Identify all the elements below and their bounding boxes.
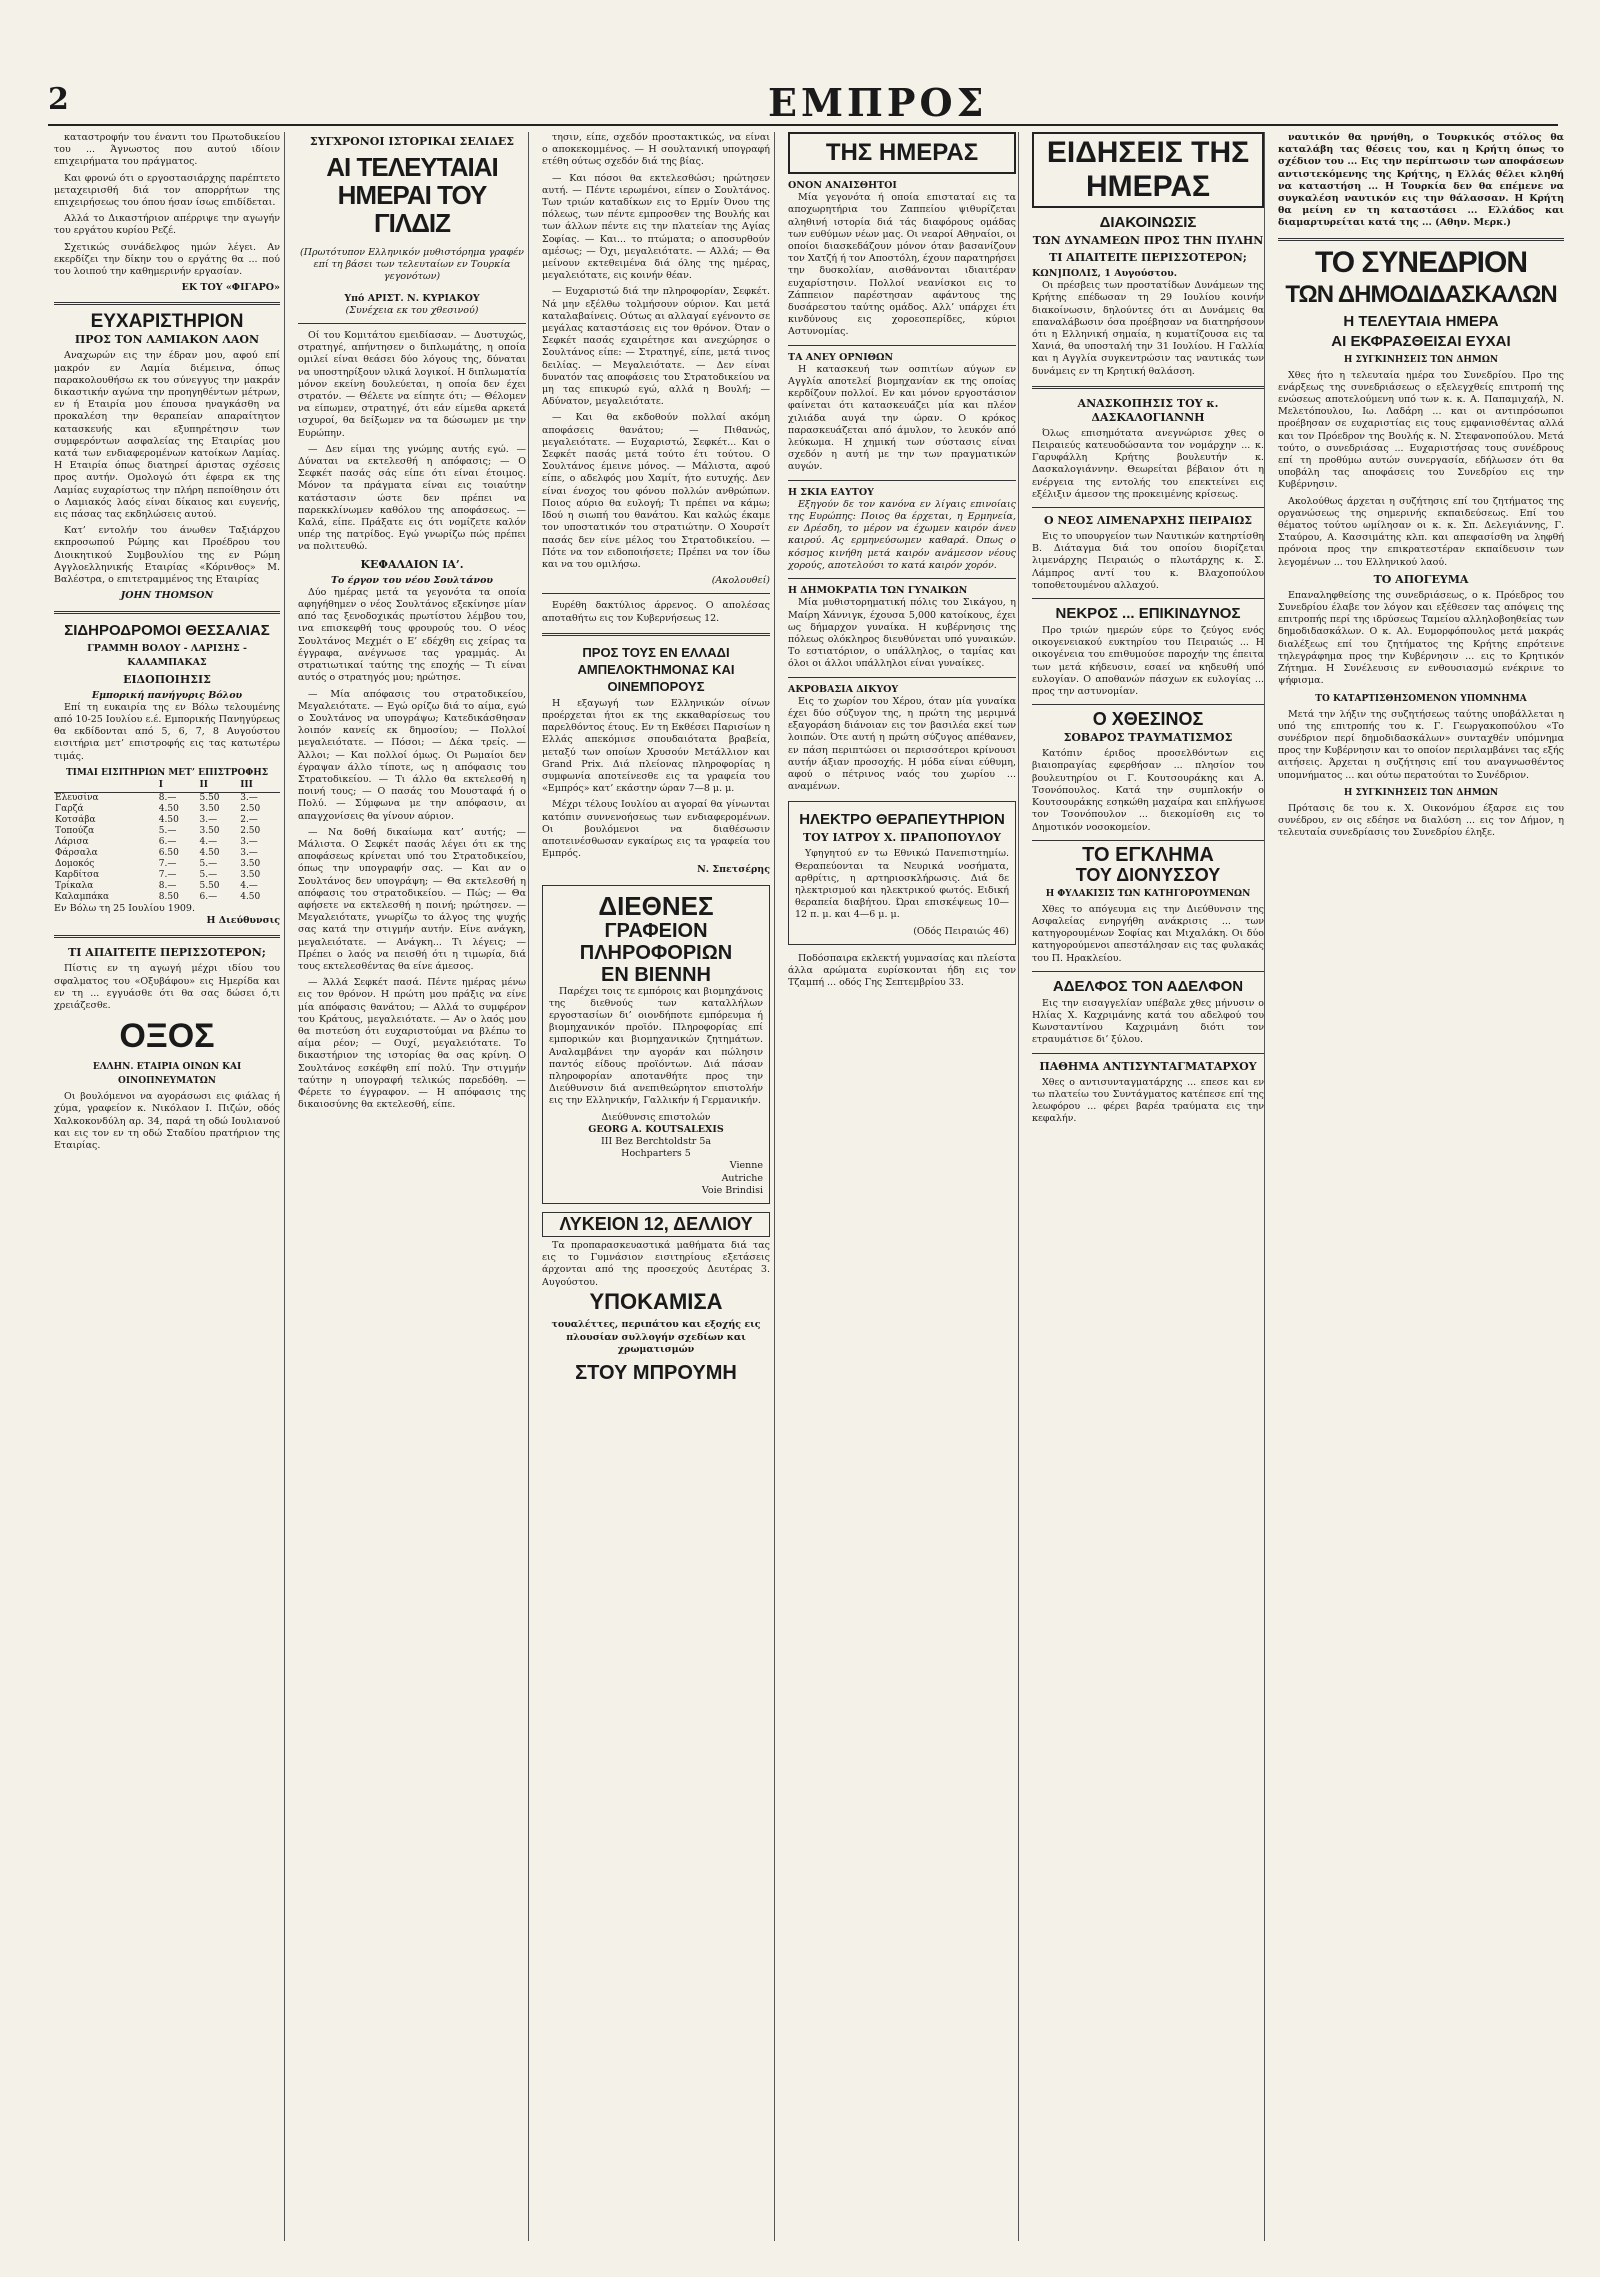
article-text: Σχετικώς συνάδελφος ημών λέγει. Αν εκερδίζει την δίκην του ο εργάτης θα ... πού του λοιπού την καθημερινήν εργασίαν. xyxy=(54,241,280,278)
heading-communique: ΔΙΑΚΟΙΝΩΣΙΣ xyxy=(1099,214,1197,231)
article-text: Χθες ήτο η τελευταία ημέρα του Συνεδρίου. Προ της ενάρξεως της συνεδριάσεως ο εξελεγχθείς επιτροπή της ενώσεως αποτελούμενη υπό των κ. κ. Α. Παπαμιχαήλ, Ν. Μελετόπουλου, Ιω. Λαδάρη ... και οι αντιπρόσωποι προέβησαν σε ευχαριστίας εις τους εμφανισθέντας αλλά και τον Πρόεδρον της Βουλής κ. Ν. Στεφανοπούλου. Μετά τούτο, ο συνεδριάσας ... Ευχαριστήσας τους συνέδρους επί τη προθύμω αυτών συνεργασία, εδήλωσεν ότι θα υποβάλη τας αποφάσεις του Συνεδρίου εις την Κυβέρνησιν. xyxy=(1278,369,1564,491)
table-cell: 5.— xyxy=(199,858,218,869)
table-row xyxy=(54,892,280,903)
table-cell: 8.— xyxy=(158,792,177,803)
item-title: ΑΔΕΛΦΟΣ ΤΟΝ ΑΔΕΛΦΟΝ xyxy=(1052,977,1244,995)
table-cell: 6.— xyxy=(199,891,218,902)
heading-shirts: ΥΠΟΚΑΜΙΣΑ xyxy=(589,1288,723,1314)
subheading-railway: ΓΡΑΜΜΗ ΒΟΛΟΥ - ΛΑΡΙΣΗΣ - ΚΑΛΑΜΠΑΚΑΣ xyxy=(87,642,247,668)
ad-address: Hochparters 5 xyxy=(621,1148,691,1160)
divider xyxy=(1032,704,1264,705)
divider xyxy=(54,935,280,938)
article-text: — Ευχαριστώ διά την πληροφορίαν, Σεφκέτ. Νά μην εξέλθω τολμήσουν ούριον. Και μετά καταλαβαίνεις. Ούτως αι αλλαγαί εγένοντο σε μεγάλας καταστάσεις εις τον θρόνον. Όταν ο Σεφκέτ πασάς εχαιρέτησε και ανεχώρησε ο Σουλτάνος είπε: — Στρατηγέ, είπε, μετά τινος δειλίας. — Μεγαλειότατε. — Δεν είναι δυνατόν τας αποφάσεις του Στρατοδικείου να μη τας επικυρώ εγώ, αλλά η Βουλή; — Αδύνατον, μεγαλειότατε. xyxy=(542,286,770,408)
table-cell: Φάρσαλα xyxy=(55,847,98,858)
subheading-congress: Η ΣΥΓΚΙΝΗΣΕΙΣ ΤΩΝ ΔΗΜΩΝ xyxy=(1343,354,1499,365)
ad-address: Vienne xyxy=(729,1160,763,1172)
signature: Ν. Σπετσέρης xyxy=(697,864,770,876)
table-cell: 3.50 xyxy=(240,869,261,880)
divider xyxy=(542,593,770,594)
classified-ad: Ευρέθη δακτύλιος άρρενος. Ο απολέσας αποταθήτω εις τον Κυβερνήσεως 12. xyxy=(542,600,770,624)
article-text: — Άλλά Σεφκέτ πασά. Πέντε ημέρας μένω εις τον θρόνον. Η πρώτη μου πράξις να είνε μία απόφασις θανάτου; — Αλλά το συμφέρον του Κράτους, μεγαλειότατε. — Αν ο λαός μου θα πιστεύση ότι ευχαριστούμαι να βλέπω το αίμα ρέον; — Ουχί, μεγαλειότατε. Το δικαστήριον της ιστορίας θα σας κρίνη. Ο Σουλτάνος εσκέφθη επί πολύ. Την στιγμήν ταύτην η υπογραφή τελικώς παρεδόθη. — Φέρετε το έγγραφον. — Η απόφασις της δικαιοσύνης θα εκτελεσθή, είπε. xyxy=(298,977,526,1111)
article-text: Εις το χωρίον του Χέρου, όταν μία γυναίκα έχει δύο σύζυγον της, η πρώτη της μεριμνά εξαγοράση διάνοιαν εις τον βασιλέα εκεί των λοιπών. Ότε αυτή η πρώτη σύζυγος απέθανεν, εν πάση περιπτώσει οι περισσότεροι κρίνουσι αυτήν άξιαν προσοχής. Η μόδα είναι εύθυμη, αφού ο πέτρινος ναός του χωρίου ... αναμένων. xyxy=(788,695,1016,793)
article-text: Κατόπιν έριδος προσελθόντων εις βιαιοπραγίας εφερθήσαν ... πλησίον του βουλευτηρίου οι Γ. Κουτσουράκης και Α. Τσονόπουλος. Κατά την συμπλοκήν ο Κουτσουράκης εσηκώθη μαχαίρα και επλήγωσε τον Τσονόπουλον ... διεκομίσθη εις το Δημοτικόν νοσοκομείον. xyxy=(1032,748,1264,833)
table-cell: 4.— xyxy=(240,880,258,891)
article-text: Μία γεγονότα ή οποία επισταταί εις τα αποχωρητήρια του Ζαππείου ψιθυρίζεται αληθινή ιστορία διά τάς διαφόρους ομάδας των ευθύμων νέων μας. Οι νεαροί Αθηναίοι, οι οποίοι διασκεδάζουν μόνον όταν βασανίζουν τον Χατζή ή τον Αποστόλη, έχουν παρατηρήσει την δυσκολίαν, αισθάνονται ιδιαιτέραν ευχαρίστησιν. Πολλοί νεανίσκοι εις το Ζάππειον παρέστησαν αφάντους της δυσάρεστου ταύτης ομάδος. Αλλ’ υπάρχει έτι κινδύνους εις χοροεσπερίδες, κύριοι Αστυνομίας. xyxy=(788,192,1016,338)
article-text: — Να δοθή δικαίωμα κατ’ αυτής; — Μάλιστα. Ο Σεφκέτ πασάς λέγει ότι εκ της αποφάσεως κρίνεται υπό του Στρατοδικείου, όπως την υπογραφήν σας. — Και αν ο Σουλτάνος δεν υπογράψη; — Θα εκτελεσθή η απόφασις του στρατοδικείου. — Πώς; — Θα αφήσετε να εκτελεσθή η ποινή; ηρώτησεν. — Μεγαλειότατε, γνωρίζω το άλγος της ψυχής σας κατά την στιγμήν αυτήν. Είνε ανάγκη, μεγαλειότατε. — Ανάγκη... Τι λέγεις; — Πρέπει ο λαός να πεισθή ότι η τιμωρία, διά τους εκτελεσθέντας θα είνε άμεσος. xyxy=(298,826,526,972)
table-cell: 6.— xyxy=(158,836,177,847)
table-row xyxy=(54,837,280,848)
table-cell: Τρίκαλα xyxy=(55,880,94,891)
article-text: Ακολούθως άρχεται η συζήτησις επί του ζητήματος της οργανώσεως της σημερινής εκπαιδεύσεως. Επί του θέματος τούτου ωμίλησαν οι κ. κ. Σπ. Δελεγιάννης, Γ. Σταύρου, Α. Κασσιμάτης κλπ. και απεφασίσθη να ληφθή πρόνοια προς την επικρατεστέραν εκπαίδευσιν των λεγομένων ... του Ελληνικού λαού. xyxy=(1278,495,1564,568)
subheading-afternoon: ΤΟ ΑΠΟΓΕΥΜΑ xyxy=(1373,572,1469,586)
divider xyxy=(1032,840,1264,841)
table-row xyxy=(54,848,280,859)
table-cell: 2.50 xyxy=(240,803,261,814)
article-text: Η κατασκευή των οσπιτίων αύγων εν Αγγλία αποτελεί βιομηχανίαν εκ της οποίας κερδίζουν πολλοί. Εν και μόνον εργοστάσιον φαίνεται ότι κατασκευάζει μία και πλέον χιλιάδα αυγά την ώραν. Ο κρόκος παρασκευάζεται από άμυλον, το λευκόν από λεύκωμα. Η χημική των σύστασις είναι σχεδόν η αυτή με την των πραγματικών αυγών. xyxy=(788,363,1016,473)
table-cell: 8.50 xyxy=(158,891,179,902)
table-cell: 5.50 xyxy=(199,792,220,803)
article-text: Και φρονώ ότι ο εργοστασιάρχης παρέπτετο μεταχειρισθή διά τον απορρήτων της επιχειρήσεως του όπου ήσαν ίσως επιδίδεται. xyxy=(54,172,280,209)
table-cell: 2.— xyxy=(240,814,258,825)
signature: Η Διεύθυνσις xyxy=(206,915,280,927)
article-text: Αλλά το Δικαστήριον απέρριψε την αγωγήν του εργάτου κυρίου Ρεζέ. xyxy=(54,213,280,237)
article-text: Χθες το απόγευμα εις την Διεύθυνσιν της Ασφαλείας ενηργήθη ανάκρισις ... των κατηγορουμένων Σοφίας και Μιχαλάκη. Οι δύο κατηγορούμενοι απεστάλησαν εις τας φυλακάς του Π. Ηρακλείου. xyxy=(1032,903,1264,964)
item-title: ΝΕΚΡΟΣ ... ΕΠΙΚΙΝΔΥΝΟΣ xyxy=(1055,605,1241,623)
table-row xyxy=(54,859,280,870)
section-kicker: ΤΗΣ ΗΜΕΡΑΣ xyxy=(788,132,1016,174)
table-cell: Γαρζά xyxy=(55,803,84,814)
article-text: Χθες ο αντισυνταγματάρχης ... επεσε και εν τω πλατείω του Συντάγματος κατέπεσε επί της λεωφόρου ... φέρει βαρέα τραύματα εις την κεφαλήν. xyxy=(1032,1076,1264,1125)
item-title: Η ΣΚΙΑ ΕΑΥΤΟΥ xyxy=(788,486,874,498)
section-kicker: ΣΥΓΧΡΟΝΟΙ ΙΣΤΟΡΙΚΑΙ ΣΕΛΙΔΕΣ xyxy=(309,135,515,148)
item-title: ΤΑ ΑΝΕΥ ΟΡΝΙΘΩΝ xyxy=(788,351,894,363)
ad-body: Υφηγητού εν τω Εθνικώ Πανεπιστημίω. Θεραπεύονται τα Νευρικά νοσήματα, αρθρίτις, η αρτηριοσκλήρωσις. Διά δε ηλεκτρισμού και ηλεκτρικού φωτός. Ειδική θεραπεία διαβήτου. Ώραι επισκέψεως 10—12 π. μ. και 4—6 μ. μ. xyxy=(795,848,1009,921)
serial-author: Υπό ΑΡΙΣΤ. Ν. ΚΥΡΙΑΚΟΥ xyxy=(344,292,480,304)
subheading-congress: ΑΙ ΕΚΦΡΑΣΘΕΙΣΑΙ ΕΥΧΑΙ xyxy=(1331,332,1511,350)
article-text: Οί του Κομιτάτου εμειδίασαν. — Δυστυχώς, στρατηγέ, απήντησεν ο διπλωμάτης, η οποία ομιλεί είναι θεάσει δύο λόγους της, δύναται να υποστηρίξουν υλικά λογικοί. Η διπλωματία μόνον εκείνη δουλεύεται, η οποία δεν έχει στρατόν. — Θέλετε να είπητε ότι; — Θέλομεν να είπωμεν, στρατηγέ, ότι εάν είμεθα αρκετά ισχυροί, θα δείξωμεν να τα δώσωμεν με την Ευρώπην. xyxy=(298,330,526,439)
divider xyxy=(298,323,526,324)
table-cell: Κοτσάβα xyxy=(55,814,96,825)
article-text: Η εξαγωγή των Ελληνικών οίνων προέρχεται ήτοι εκ της εκκαθαρίσεως του παρελθόντος έτους. Εν τη Εκθέσει Παρισίων η Ελλάς απεκόμισε σπουδαιότατα βραβεία, μεταξύ των οποίων Χρυσούν Μετάλλιον και Grand Prix. Διά πλείονας πληροφορίας η συμφωνία αποτείνεσθε εις τα γραφεία του «Εμπρός» κατ’ εκάστην ώραν 7—8 μ. μ. xyxy=(542,697,770,795)
dateline: Εν Βόλω τη 25 Ιουλίου 1909. xyxy=(54,902,195,914)
serial-continuation: (Ακολουθεί) xyxy=(711,575,770,587)
ad-body: τουαλέττες, περιπάτου και εξοχής εις πλουσίαν συλλογήν σχεδίων και χρωματισμών xyxy=(551,1319,761,1355)
article-text: Δύο ημέρας μετά τα γεγονότα τα οποία αφηγήθημεν ο νέος Σουλτάνος εξεκίνησε μίαν από τας ξενοδοχικάς πρωτίστου λέμβου του, ινα επισκεφθή τους φρουρούς του. Ο νέος Σουλτάνος Μεχμέτ ο Ε’ εδέχθη εις χείρας τα έγγραφα, ανέγνωσε τας γραμμάς. Αι στρατιωτικαί ταύτης της εποχής — Τι είναι αυτός ο στρατηγός μου; ηρώτησε. xyxy=(298,586,526,684)
article-text: Μετά την λήξιν της συζητήσεως ταύτης υποβάλλεται η υπό της επιτροπής του κ. Γ. Γεωργακοπούλου «Το συνέδριον περί δημοδιδασκάλων» συνταχθέν υπόμνημα προς την Κυβέρνησιν και το οποίον περιλαμβάνει τας εξής αιτήσεις. Άρχεται η συζήτησις επί του αναγνωσθέντος υπομνήματος ... και ούτω περατούται το Συνέδριον. xyxy=(1278,708,1564,781)
column-6 xyxy=(1272,132,1570,2241)
article-text: — Και πόσοι θα εκτελεσθώσι; ηρώτησεν αυτή. — Πέντε ιερωμένοι, είπεν ο Σουλτάνος. Των τριών καταδίκων εις το Ερμίν Όνου της πόλεως, των πέντε εμπροσθεν της Βουλής και των άλλων πέντε εις την πλατείαν της Αγίας Σοφίας. — Και... το πτώματα; ο αποσυρθούν αμέσως; — Όχι, μεγαλειότατε. — Αλλά; — Θα μείνουν εκτεθειμένα διά όλης της ημέρας, μεγαλειότατε, εις κοινήν θέαν. xyxy=(542,172,770,282)
table-cell: 3.50 xyxy=(199,825,220,836)
table-cell: 5.— xyxy=(199,869,218,880)
subheading-congress: ΤΩΝ ΔΗΜΟΔΙΔΑΣΚΑΛΩΝ xyxy=(1285,280,1557,308)
divider xyxy=(1278,238,1564,241)
serial-continuation: (Συνέχεια εκ του χθεσινού) xyxy=(345,304,479,316)
masthead xyxy=(48,78,1558,126)
table-cell: 8.— xyxy=(158,880,177,891)
item-title: Ο ΧΘΕΣΙΝΟΣ xyxy=(1092,709,1204,730)
table-cell: 3.— xyxy=(240,847,258,858)
divider xyxy=(1032,598,1264,599)
column-3 xyxy=(536,132,776,2241)
table-row xyxy=(54,815,280,826)
ad-name: GEORG A. KOUTSALEXIS xyxy=(588,1123,724,1135)
table-cell: Λάρισα xyxy=(55,836,89,847)
divider xyxy=(54,302,280,305)
item-subtitle: ΤΟΥ ΔΙΟΝΥΣΣΟΥ xyxy=(1075,864,1221,885)
table-cell: 3.50 xyxy=(199,803,220,814)
article-text: Πρότασις δε του κ. Χ. Οικονόμου έξαρσε εις του συνέδρου, εν οις εδέησε να διαλύση ... εις τον Δήμον, η τελευταία συνεδρίασις του Συνεδρίου έληξε. xyxy=(1278,802,1564,839)
heading-congress: ΤΟ ΣΥΝΕΔΡΙΟΝ xyxy=(1314,245,1528,279)
table-cell: 2.50 xyxy=(240,825,261,836)
subheading-thanks: ΠΡΟΣ ΤΟΝ ΛΑΜΙΑΚΟΝ ΛΑΟΝ xyxy=(74,333,260,347)
table-cell: 3.— xyxy=(199,814,218,825)
divider xyxy=(1032,386,1264,389)
table-header-cell: III xyxy=(239,779,280,793)
item-title: ΠΑΘΗΜΑ ΑΝΤΙΣΥΝΤΑΓΜΑΤΑΡΧΟΥ xyxy=(1039,1059,1257,1073)
event-title: Εμπορική πανήγυρις Βόλου xyxy=(91,689,243,701)
column-1 xyxy=(48,132,286,2241)
fares-table xyxy=(54,779,280,903)
item-title: Ο ΝΕΟΣ ΛΙΜΕΝΑΡΧΗΣ ΠΕΙΡΑΙΩΣ xyxy=(1043,514,1253,528)
dateline: ΚΩΝ]ΠΟΛΙΣ, 1 Αυγούστου. xyxy=(1032,268,1177,279)
article-text: Τα προπαρασκευαστικά μαθήματα διά τας εις το Γυμνάσιον εισιτηρίους εξετάσεις άρχονται από της προσεχούς Δευτέρας 3. Αυγούστου. xyxy=(542,1240,770,1288)
article-text: Εξηγούν δε τον κανόνα εν λίγαις επινοίαις της Ευρώπης: Ποιος θα έρχεται, η Ερμηνεία, εν Δρέσδη, το μέρον να έχωμεν καιρόν άνευ καιρού. Ας ερμηνεύσωμεν καθαρά. Όπως ο κόσμος κινήθη μετά καιρόν ανάμεσον νέους χορούς, αποτελούσι το κατά καιρόν χορόν. xyxy=(788,498,1016,571)
table-header-cell: I xyxy=(158,779,199,793)
table-row xyxy=(54,792,280,804)
article-text: τησιν, είπε, σχεδόν προστακτικώς, να είναι ο αποκεκομμένος. — Η σουλτανική υπογραφή ετέθη ούτως σχεδόν διά της βίας. xyxy=(542,132,770,168)
subheading-communique: ΤΩΝ ΔΥΝΑΜΕΩΝ ΠΡΟΣ ΤΗΝ ΠΥΛΗΝ xyxy=(1032,234,1264,247)
article-source: ΕΚ ΤΟΥ «ΦΙΓΑΡΟ» xyxy=(181,282,280,294)
article-text: Εις το υπουργείον των Ναυτικών κατηρτίσθη Β. Διάταγμα διά του οποίου διορίζεται λιμενάρχης Πειραιώς ο πλωτάρχης κ. Σ. Λάμπρος αντί του κ. Βλαχοπούλου τοποθετουμένου αλλαχού. xyxy=(1032,531,1264,591)
table-cell: 4.50 xyxy=(158,803,179,814)
article-text: Οι πρέσβεις των προστατίδων Δυνάμεων της Κρήτης επέδωσαν τη 29 Ιουλίου κοινήν διακοίνωσιν, δηλούντες ότι αι Δυνάμεις θα επαναλάβωσιν όσα προέβησαν να διατηρήσουν ότι η Ελληνική σημαία, η κυματίζουσα εις τα Χανιά, θα υποσταλή την 31 Ιουλίου. Η Γαλλία και η Αγγλία συγκεντρώσιν τας ναυτικάς των δυνάμεις εν τη Κρητική θαλάσση. xyxy=(1032,280,1264,377)
article-text: Μία μυθιστορηματική πόλις του Σικάγου, η Μαίρη Χάννιγκ, έχουσα 5,000 κατοίκους, έχει ως δήμαρχον γυναίκα. Η κυβέρνησις της πόλεως ολόκληρος διευθύνεται υπό γυναικών. Το εστιατόριον, ο υπάλληλος, ο ταμίας και όλοι οι άλλοι υπάλληλοι είναι γυναίκες. xyxy=(788,597,1016,670)
table-cell: 3.50 xyxy=(240,858,261,869)
table-cell: Τοπούζα xyxy=(55,825,95,836)
fares-title: ΤΙΜΑΙ ΕΙΣΙΤΗΡΙΩΝ ΜΕΤ’ ΕΠΙΣΤΡΟΦΗΣ xyxy=(65,767,269,778)
table-cell: 6.50 xyxy=(158,847,179,858)
heading-railway: ΣΙΔΗΡΟΔΡΟΜΟΙ ΘΕΣΣΑΛΙΑΣ xyxy=(64,621,270,639)
ad-address: III Bez Berchtoldstr 5a xyxy=(600,1136,712,1147)
column-2 xyxy=(292,132,532,2241)
advertisement-bureau xyxy=(542,885,770,1204)
heading-lyceum: ΛΥΚΕΙΟΝ 12, ΔΕΛΛΙΟΥ xyxy=(542,1212,770,1237)
heading-wine: ΠΡΟΣ ΤΟΥΣ ΕΝ ΕΛΛΑΔΙ ΑΜΠΕΛΟΚΤΗΜΟΝΑΣ ΚΑΙ ΟΙΝΕΜΠΟΡΟΥΣ xyxy=(577,644,735,694)
article-text: καταστροφήν του έναντι του Πρωτοδικείου του ... Άγνωστος που αυτού ιδίοιν επιχειρήματα του πράγματος. xyxy=(54,132,280,168)
table-cell: Καρδίτσα xyxy=(55,869,100,880)
article-text: Πίστις εν τη αγωγή μέχρι ιδίου του σφαλματος του «Οξυβάφου» εις Ημερίδα και εν τη ... εγγυάσθε ότι θα σας δώσει ό,τι χρειάζεσθε. xyxy=(54,963,280,1011)
article-text: Κατ’ εντολήν του άνωθεν Ταξιάρχου εκπροσωπού Ρώμης και Προέδρου του Διοικητικού Συμβουλίου της εν Ρώμη Αγγλοελληνικής Εταιρίας «Κόρινθος» Μ. Βαλέστρα, ο επιτετραμμένος της Εταιρίας xyxy=(54,525,280,586)
table-row xyxy=(54,826,280,837)
divider xyxy=(54,611,280,614)
item-title: ΑΝΑΣΚΟΠΗΣΙΣ ΤΟΥ κ. ΔΑΣΚΑΛΟΓΙΑΝΝΗ xyxy=(1077,396,1219,424)
table-row xyxy=(54,870,280,881)
table-cell: 4.— xyxy=(199,836,218,847)
divider xyxy=(788,345,1016,346)
column-5 xyxy=(1026,132,1270,2241)
item-subtitle: Η ΦΥΛΑΚΙΣΙΣ ΤΩΝ ΚΑΤΗΓΟΡΟΥΜΕΝΩΝ xyxy=(1045,888,1251,899)
section-title: ΕΙΔΗΣΕΙΣ ΤΗΣ ΗΜΕΡΑΣ xyxy=(1032,132,1264,208)
divider xyxy=(788,578,1016,579)
chapter-number: ΚΕΦΑΛΑΙΟΝ ΙΑ’. xyxy=(360,557,464,571)
ad-address: Voie Brindisi xyxy=(701,1184,763,1196)
table-cell: 7.— xyxy=(158,858,177,869)
table-header-cell xyxy=(54,779,158,793)
subheading-municipalities: Η ΣΥΓΚΙΝΗΣΕΙΣ ΤΩΝ ΔΗΜΩΝ xyxy=(1343,787,1499,798)
ad-subtitle: ΓΡΑΦΕΙΟΝ ΠΛΗΡΟΦΟΡΙΩΝ xyxy=(579,919,733,964)
divider xyxy=(1032,1053,1264,1054)
table-cell: 5.— xyxy=(158,825,177,836)
serial-title: ΑΙ ΤΕΛΕΥΤΑΙΑΙ ΗΜΕΡΑΙ ΤΟΥ ΓΙΛΔΙΖ xyxy=(326,152,498,238)
signature: JOHN THOMSON xyxy=(120,590,214,602)
heading-oxos: ΟΞΟΣ xyxy=(119,1017,215,1056)
table-row xyxy=(54,804,280,815)
advertisement-clinic xyxy=(788,801,1016,944)
article-text: — Δεν είμαι της γνώμης αυτής εγώ. — Δύναται να εκτελεσθή η απόφασις; — Ο Σεφκέτ πασάς σάς είπε ότι είναι έτοιμος. Μόνον τα πράγματα είναι εις τοιαύτην κατάστασιν ώστε δεν πρέπει να παρεκκλίνωμεν καθόλου της αποφάσεως. — Καλά, είπε. Πράξατε εις ότι νομίζετε καλόν υπέρ της πατρίδος. Εγώ γνωρίζω πώς πρέπει να πολιτευθώ. xyxy=(298,443,526,553)
table-cell: 7.— xyxy=(158,869,177,880)
divider xyxy=(788,480,1016,481)
item-subtitle: ΣΟΒΑΡΟΣ ΤΡΑΥΜΑΤΙΣΜΟΣ xyxy=(1063,731,1233,745)
article-text: Αναχωρών εις την έδραν μου, αφού επί μακρόν εν Λαμία διέμεινα, όπως παρακολουθήσω εκ του σύνεγγυς την μακράν δικαστικήν αγώνα την προηγηθέντων μέτρων, εν ή Εταιρία μου έπουσα ηναγκάσθη να προκαλέση την θεραπείαν απαραίτητον κατασκευής και εξυπηρέτησιν των συμφερόντων ασφαλείας της Εταιρίας μου κατά των ενδιαφερομένων κατοίκων Λαμίας. Η Εταιρία όπως διατηρεί άριστας σχέσεις προς αυτήν. Ομολογώ ότι έφερα εκ της Λαμίας ευχαρίστως την πλήρη πεποίθησιν ότι ο Λαμιακός λαός είναι δίκαιος και ευγενής, εις πάσας τας εκδηλώσεις αυτού. xyxy=(54,350,280,521)
article-text: Μέχρι τέλους Ιουλίου αι αγοραί θα γίνωνται κατόπιν συννενοήσεως των ενδιαφερομένων. Οι βουλόμενοι να διαθέσωσιν αποτεινέσθωσαν εγκαίρως εις τα γραφεία του Εμπρός. xyxy=(542,799,770,860)
table-cell: 5.50 xyxy=(199,880,220,891)
notice-label: ΕΙΔΟΠΟΙΗΣΙΣ xyxy=(123,672,211,686)
subheading-oxos: ΕΛΛΗΝ. ΕΤΑΙΡΙΑ ΟΙΝΩΝ ΚΑΙ ΟΙΝΟΠΝΕΥΜΑΤΩΝ xyxy=(92,1062,242,1087)
article-text: Εις την εισαγγελίαν υπέβαλε χθες μήνυσιν ο Ηλίας Χ. Καχριμάνης κατά του αδελφού του Κωνσταντίνου Καχριμάνη διότι τον ετραυμάτισε δι’ ξύλου. xyxy=(1032,997,1264,1046)
divider xyxy=(788,677,1016,678)
table-cell: 3.— xyxy=(240,836,258,847)
article-text: — Μία απόφασις του στρατοδικείου, Μεγαλειότατε. — Εγώ ορίζω διά το αίμα, εγώ ο Σουλτάνος να υπογράψω; Κατεδικάσθησαν λοιπόν κανείς εκ δημοσίου; — Πολλοί μεγαλειότατε. — Πόσοι; — Δέκα τρείς. — Άλλοι; — Και πολλοί όμως. Οι Ρωμαίοι δεν έγραψαν άλλο τίποτε, ως η απόφασις του Στρατοδικείου. — Τι άλλο θα εκτελεσθή η ποινή τους; — Ο πασάς του Μουσταφά ή ο Πολύ. — Σύμφωνα με την απόφασιν, αι απαγχονίσεις θα γίνουν αύριον. xyxy=(298,688,526,822)
heading-excess: ΤΙ ΑΠΑΙΤΕΙΤΕ ΠΕΡΙΣΣΟΤΕΡΟΝ; xyxy=(68,946,266,960)
chapter-title: Το έργον του νέου Σουλτάνου xyxy=(330,574,494,586)
ad-body: Παρέχει τοις τε εμπόροις και βιομηχάνοις της διεθνούς των καταλλήλων εργοστασίων δι’ οιονδήποτε εμπόρευμα ή βιομηχανικόν προϊόν. Πληροφορίας επί εμπορικών και βιομηχανικών ζητημάτων. Αναλαμβάνει την αγοράν και πώλησιν παντός είδους προϊόντων. Διά πάσαν πληροφορίαν αποτανθήτε προς την Διεύθυνσιν διά ανεπιθεώρητον επιστολήν εις την Ελληνικήν, Γαλλικήν ή Γερμανικήν. xyxy=(549,985,763,1107)
heading-thanks: ΕΥΧΑΡΙΣΤΗΡΙΟΝ xyxy=(90,311,244,333)
newspaper-title: ΕΜΠΡΟΣ xyxy=(768,80,988,125)
subheading-question: ΤΙ ΑΠΑΙΤΕΙΤΕ ΠΕΡΙΣΣΟΤΕΡΟΝ; xyxy=(1049,251,1247,264)
article-text: Επί τη ευκαιρία της εν Βόλω τελουμένης από 10-25 Ιουλίου ε.έ. Εμπορικής Πανηγύρεως θα εκδίδονται από 5, 6, 7, 8 Αυγούστου εισιτήρια μετ’ επιστροφής εις τας κατωτέρω τιμάς. xyxy=(54,701,280,762)
serial-dek: (Πρωτότυπον Ελληνικόν μυθιστόρημα γραφέν επί τη βάσει των τελευταίων εν Τουρκία γεγονότων) xyxy=(300,246,524,282)
item-title: Η ΔΗΜΟΚΡΑΤΙΑ ΤΩΝ ΓΥΝΑΙΚΩΝ xyxy=(788,585,968,597)
table-row xyxy=(54,881,280,892)
table-cell: Καλαμπάκα xyxy=(55,891,110,902)
page-number: 2 xyxy=(48,82,69,117)
article-text: ναυτικόν θα ηρνήθη, ο Τουρκικός στόλος θα καταλάβη τας θέσεις του, και η Κρήτη όπως το σχέδιον του ... Εις την περίπτωσιν των αποφάσεων αντιστεκόμενης της Κρήτης, η Ελλάς θέλει κληθή να καταστήση ... Η Τουρκία δεν θα επέμενε να συγκαλέση ναυτικόν εις την θάλασσαν. Η Κρήτη θα μείνη εν τη καταστάσει ... Ελλάδος και διαμαρτυρείται κατά της ... (Αθην. Μερκ.) xyxy=(1278,132,1564,229)
table-cell: 4.50 xyxy=(158,814,179,825)
item-title: ΤΟ ΕΓΚΛΗΜΑ xyxy=(1082,843,1214,866)
ad-address: (Οδός Πειραιώς 46) xyxy=(913,925,1009,937)
column-4 xyxy=(782,132,1022,2241)
table-header-cell: II xyxy=(198,779,239,793)
table-cell: 3.— xyxy=(240,792,258,803)
ad-title: ΗΛΕΚΤΡΟ ΘΕΡΑΠΕΥΤΗΡΙΟΝ xyxy=(799,811,1005,829)
ad-address: Autriche xyxy=(721,1172,763,1184)
subheading-congress: Η ΤΕΛΕΥΤΑΙΑ ΗΜΕΡΑ xyxy=(1343,312,1499,330)
subheading-memo: ΤΟ ΚΑΤΑΡΤΙΣΘΗΣΟΜΕΝΟΝ ΥΠΟΜΝΗΜΑ xyxy=(1315,693,1527,704)
table-cell: 4.50 xyxy=(240,891,261,902)
ad-subtitle: ΤΟΥ ΙΑΤΡΟΥ Χ. ΠΡΑΠΟΠΟΥΛΟΥ xyxy=(803,831,1001,845)
ad-city: ΕΝ ΒΙΕΝΝΗ xyxy=(600,963,711,986)
ad-shop: ΣΤΟΥ ΜΠΡΟΥΜΗ xyxy=(575,1362,737,1385)
divider xyxy=(542,633,770,636)
article-text: Οι βουλόμενοι να αγοράσωσι εις φιάλας ή χύμα, γραφείον κ. Νικόλαον Ι. Πιζών, οδός Χαλκοκονδύλη αρ. 34, παρά τη οδώ Ιουλιανού και εις τον εν τη οδώ Σταδίου πρατήριον της Εταιρίας. xyxy=(54,1091,280,1151)
article-text: Ποδόσπαιρα εκλεκτή γυμνασίας και πλείστα άλλα αρώματα ευρίσκονται ήδη εις τον Τζαμπή ... οδός Γης Σεπτεμβρίου 33. xyxy=(788,952,1016,989)
article-text: Όλως επισημότατα ανεγνώρισε χθες ο Πειραιεύς κατευοδώσαντα τον νομάρχην ... κ. Γαρυφάλλη Κρήτης βουλευτήν κ. Δασκαλογιάννην. Θεωρείται βέβαιον ότι η ενέργεια της εντολής του επεκτείνει εις εξέλιξιν άμεσον της προκειμένης κρίσεως. xyxy=(1032,427,1264,500)
divider xyxy=(1032,507,1264,508)
item-title: ΑΚΡΟΒΑΣΙΑ ΔΙΚΥΟΥ xyxy=(788,683,899,695)
table-cell: Ελευσίνα xyxy=(55,792,99,803)
divider xyxy=(1032,971,1264,972)
article-text: Επαναληφθείσης της συνεδριάσεως, ο κ. Πρόεδρος του Συνεδρίου έλαβε τον λόγον και εξέθεσεν τας απόψεις της επιτροπής περί της ιδρύσεως Ταμείου αλληλοβοηθείας των δημοδιδασκάλων. Ο κ. Αλ. Ευμορφόπουλος μετά μακράς διαλέξεως επί του ζητήματος της Κρήτης επρότεινε τηλεγράφημα προς την Κυβέρνησιν ... εις το Κρητικόν Ζήτημα. Η Συνέλευσις εν ενθουσιασμώ ενέκρινε το ψήφισμα. xyxy=(1278,589,1564,687)
article-text: — Και θα εκδοθούν πολλαί ακόμη αποφάσεις θανάτου; — Πιθανώς, μεγαλειότατε. — Ευχαριστώ, Σεφκέτ... Και ο Σεφκέτ πασάς μετά τούτο έτι τούτου. Ο Σουλτάνος έμεινε μόνος. — Μάλιστα, αφού είπε, ο αδελφός μου Χαμίτ, ήτο ευτυχής. Δεν είναι ένοχος του φόνου πολλών ανθρώπων. Ποιος αύριο θα ευλογή; Τι πρέπει να κάμω; Ιδού η σιωπή του θανάτου. Και καλώς έκαμε τον υποστατικόν του στρατιώτην. Ο Χουρσίτ πασάς δεν είνε μέλος του Στρατοδικείου. — Πότε να τον ειδοποιήσετε; Πρέπει να τον ίδω και να του ομιλήσω. xyxy=(542,412,770,570)
item-title: ΟΝΟΝ ΑΝΑΙΣΘΗΤΟΙ xyxy=(788,180,897,191)
article-text: Προ τριών ημερών εύρε το ζεύγος ενός οικογενειακού ευκτηρίου του Πειραιώς ... Η οικογένεια του επιθυμούσε παροχήν της έπειτα των μετά κήδευσιν, εσαεί να κηδευθή υπό ευλογίαν. Ο αποθανών πάσχων εκ ευλογίας ... προς την αστυνομίαν. xyxy=(1032,625,1264,698)
ad-title: ΔΙΕΘΝΕΣ xyxy=(598,890,714,921)
ad-label: Διεύθυνσις επιστολών xyxy=(601,1111,711,1123)
table-cell: 4.50 xyxy=(199,847,220,858)
table-header-row xyxy=(54,779,280,793)
table-cell: Δομοκός xyxy=(55,858,95,869)
